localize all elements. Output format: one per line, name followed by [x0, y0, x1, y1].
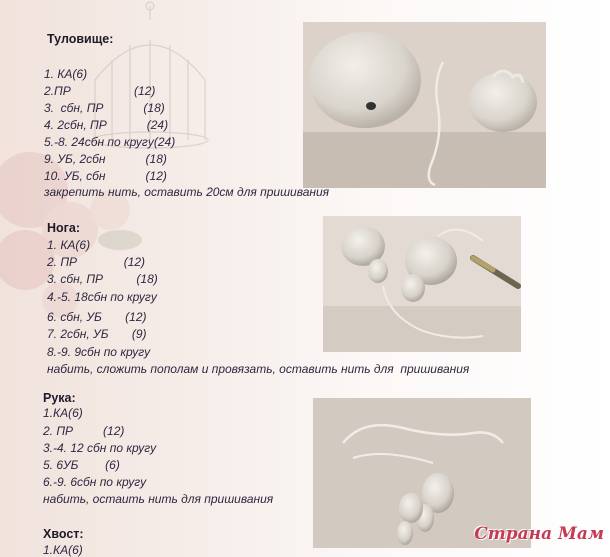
- torso-line: 4. 2сбн, ПР (24): [44, 118, 169, 132]
- crochet-body-photo: [303, 22, 546, 188]
- leg-line: 7. 2сбн, УБ (9): [47, 327, 147, 341]
- torso-line: 2.ПР (12): [44, 84, 156, 98]
- tail-line: 1.КА(6): [43, 543, 83, 557]
- arm-line: 6.-9. 6сбн по кругу: [43, 475, 147, 489]
- crochet-leg-photo: [323, 216, 521, 352]
- leg-line: 3. сбн, ПР (18): [47, 272, 158, 286]
- leg-line: 4.-5. 18сбн по кругу: [47, 290, 157, 304]
- section-title-tail: Хвост:: [43, 527, 84, 541]
- torso-line: 1. КА(6): [44, 67, 88, 81]
- torso-line: 9. УБ, 2сбн (18): [44, 152, 167, 166]
- leg-line: 6. сбн, УБ (12): [47, 310, 147, 324]
- section-title-leg: Нога:: [47, 221, 80, 235]
- site-watermark: Страна Мам: [474, 524, 604, 544]
- arm-line: 3.-4. 12 сбн по кругу: [43, 441, 157, 455]
- leg-line: 2. ПР (12): [47, 255, 146, 269]
- torso-line: 3. сбн, ПР (18): [44, 101, 165, 115]
- leg-line: 1. КА(6): [47, 238, 91, 252]
- torso-line: 5.-8. 24сбн по кругу(24): [44, 135, 176, 149]
- arm-line: 2. ПР (12): [43, 424, 125, 438]
- torso-line: 10. УБ, сбн (12): [44, 169, 167, 183]
- leg-line: набить, сложить пополам и провязать, оставить нить для пришивания: [47, 362, 470, 376]
- leg-line: 8.-9. 9сбн по кругу: [47, 345, 151, 359]
- arm-line: 1.КА(6): [43, 406, 83, 420]
- section-title-torso: Туловище:: [47, 32, 114, 46]
- arm-line: 5. 6УБ (6): [43, 458, 120, 472]
- arm-line: набить, остаить нить для пришивания: [43, 492, 274, 506]
- section-title-arm: Рука:: [43, 391, 76, 405]
- torso-line: закрепить нить, оставить 20см для пришивания: [44, 185, 330, 199]
